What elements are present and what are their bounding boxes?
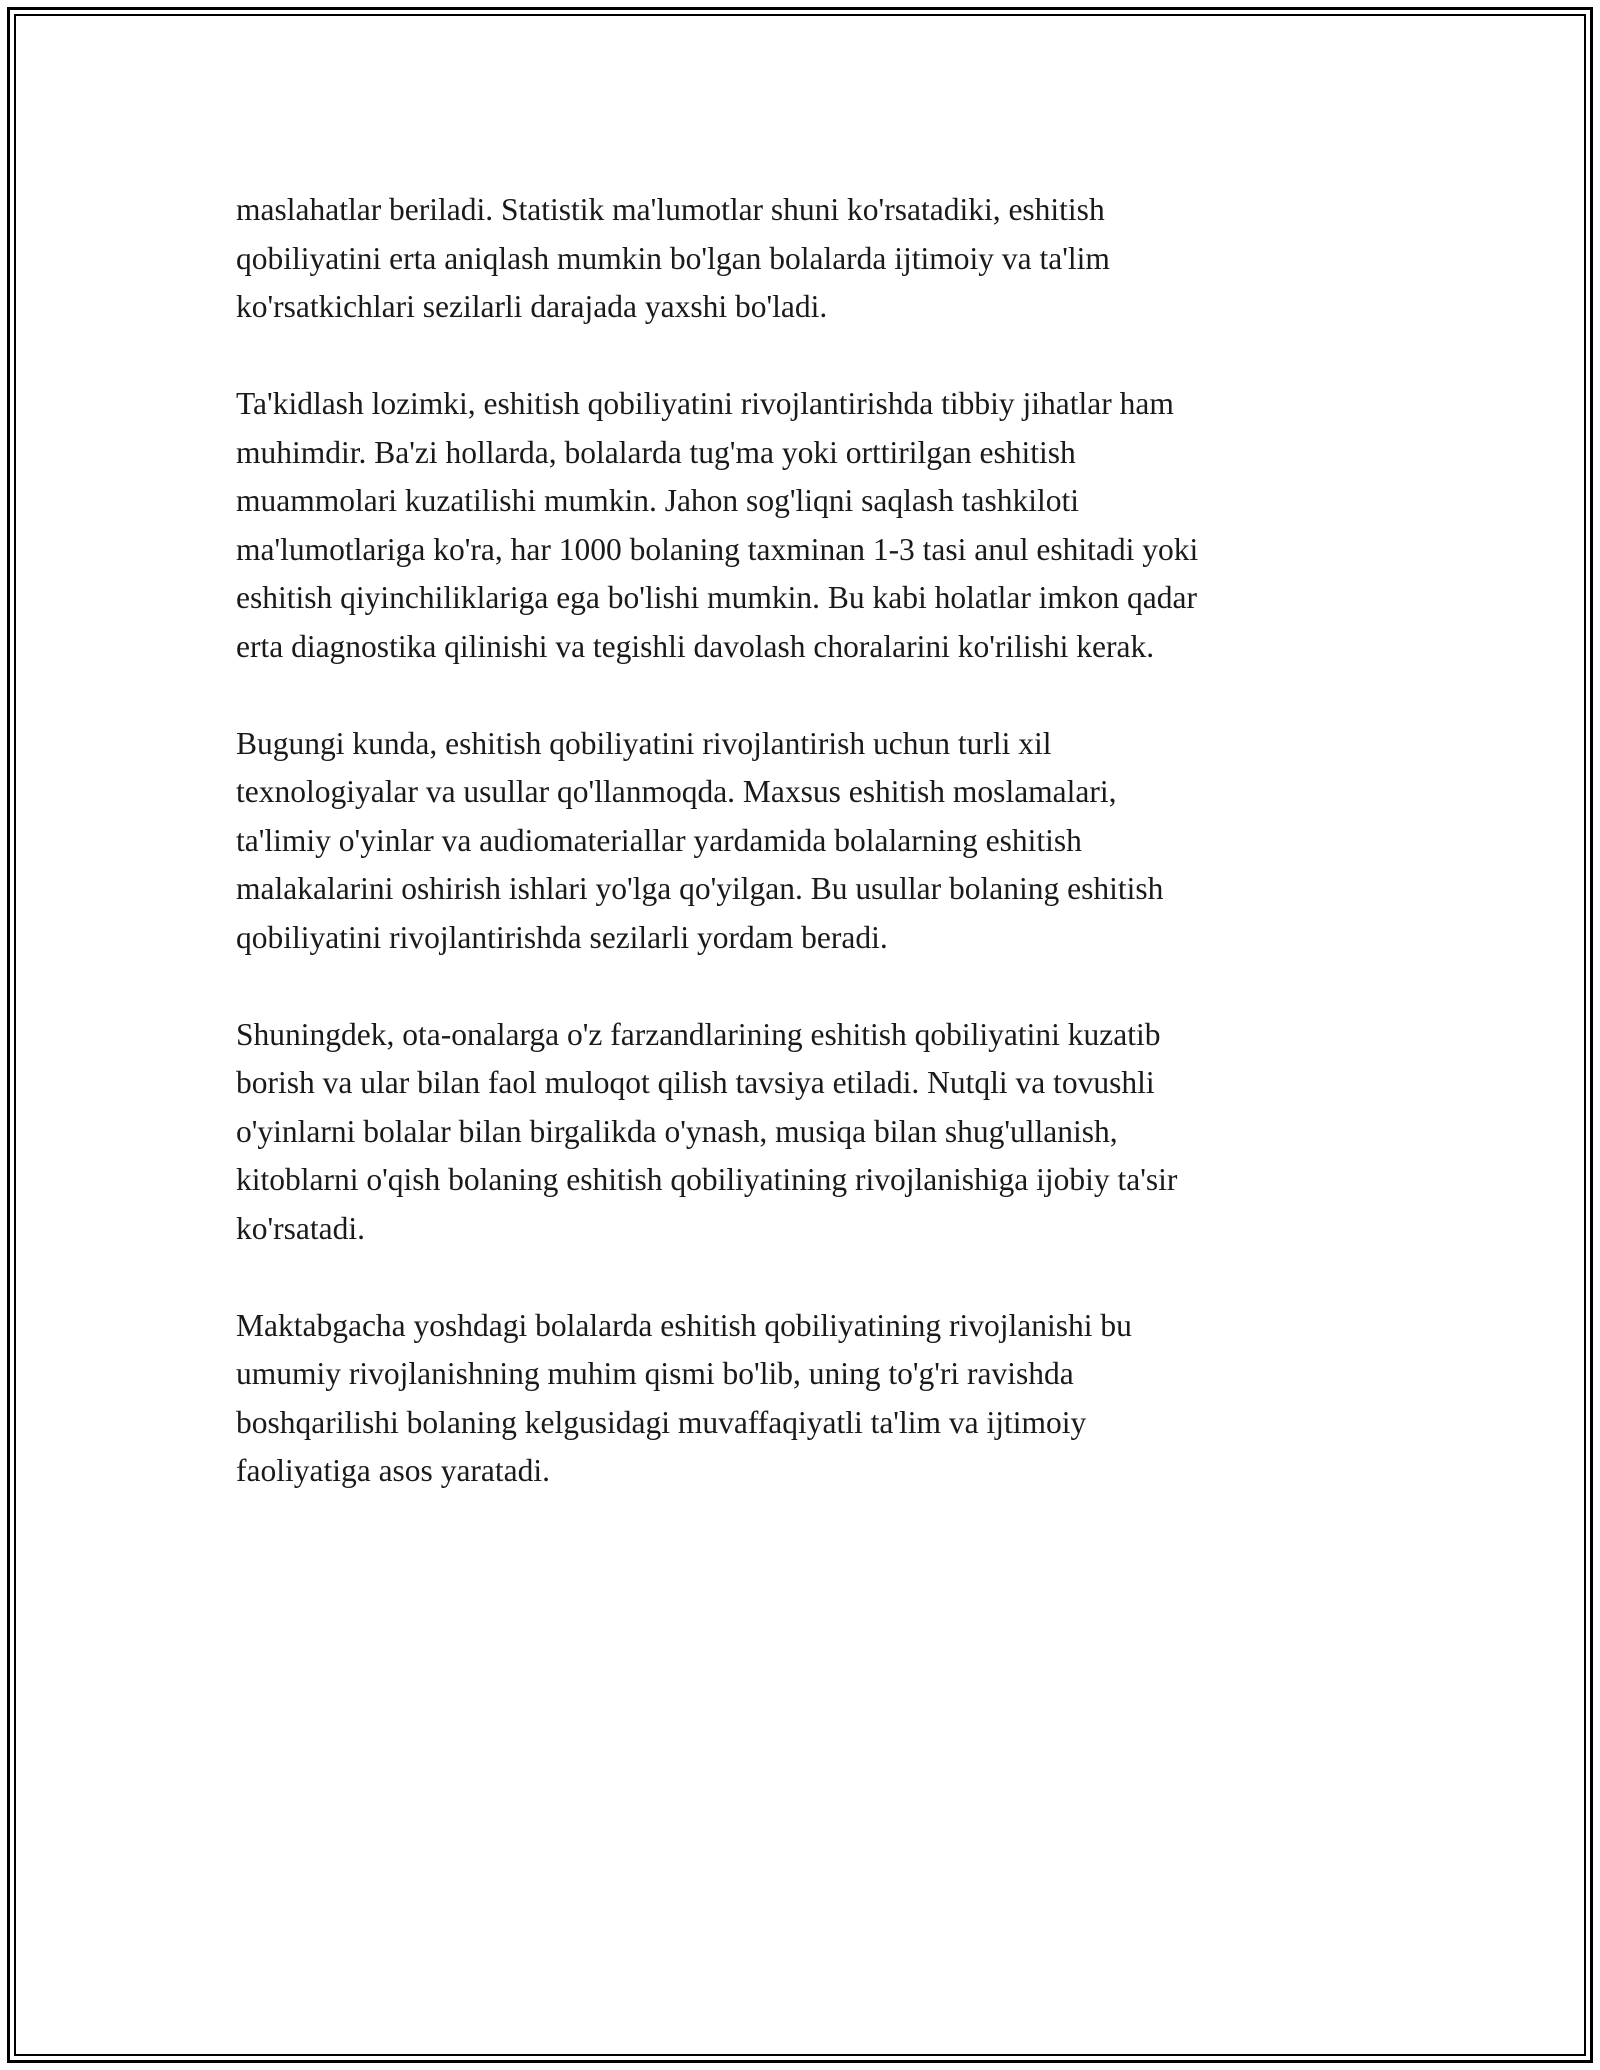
paragraph-4: Shuningdek, ota-onalarga o'z farzandlarining eshitish qobiliyatini kuzatib borish va ular bilan faol muloqot qilish tavsiya etiladi. Nutqli va tovushli o'yinlarni bolalar bilan birgalikda o'ynash, musiqa bilan shug'ullanish, kitoblarni o'qish bolaning eshitish qobiliyatining rivojlanishiga ijobiy ta'sir ko'rsatadi. [236,1016,1178,1246]
paragraph-5: Maktabgacha yoshdagi bolalarda eshitish qobiliyatining rivojlanishi bu umumiy rivojlanishning muhim qismi bo'lib, uning to'g'ri ravishda boshqarilishi bolaning kelgusidagi muvaffaqiyatli ta'lim va ijtimoiy faoliyatiga asos yaratadi. [236,1307,1132,1488]
document-body [236,186,1376,1544]
paragraph-1: maslahatlar beriladi. Statistik ma'lumotlar shuni ko'rsatadiki, eshitish qobiliyatini erta aniqlash mumkin bo'lgan bolalarda ijtimoiy va ta'lim ko'rsatkichlari sezilarli darajada yaxshi bo'ladi. [236,192,1110,324]
paragraph-2: Ta'kidlash lozimki, eshitish qobiliyatini rivojlantirishda tibbiy jihatlar ham muhimdir. Ba'zi hollarda, bolalarda tug'ma yoki orttirilgan eshitish muammolari kuzatilishi mumkin. Jahon sog'liqni saqlash tashkiloti ma'lumotlariga ko'ra, har 1000 bolaning taxminan 1-3 tasi anul eshitadi yoki eshitish qiyinchiliklariga ega bo'lishi mumkin. Bu kabi holatlar imkon qadar erta diagnostika qilinishi va tegishli davolash choralarini ko'rilishi kerak. [236,386,1199,664]
paragraph-3: Bugungi kunda, eshitish qobiliyatini rivojlantirish uchun turli xil texnologiyalar va usullar qo'llanmoqda. Maxsus eshitish moslamalari, ta'limiy o'yinlar va audiomateriallar yardamida bolalarning eshitish malakalarini oshirish ishlari yo'lga qo'yilgan. Bu usullar bolaning eshitish qobiliyatini rivojlantirishda sezilarli yordam beradi. [236,725,1164,955]
